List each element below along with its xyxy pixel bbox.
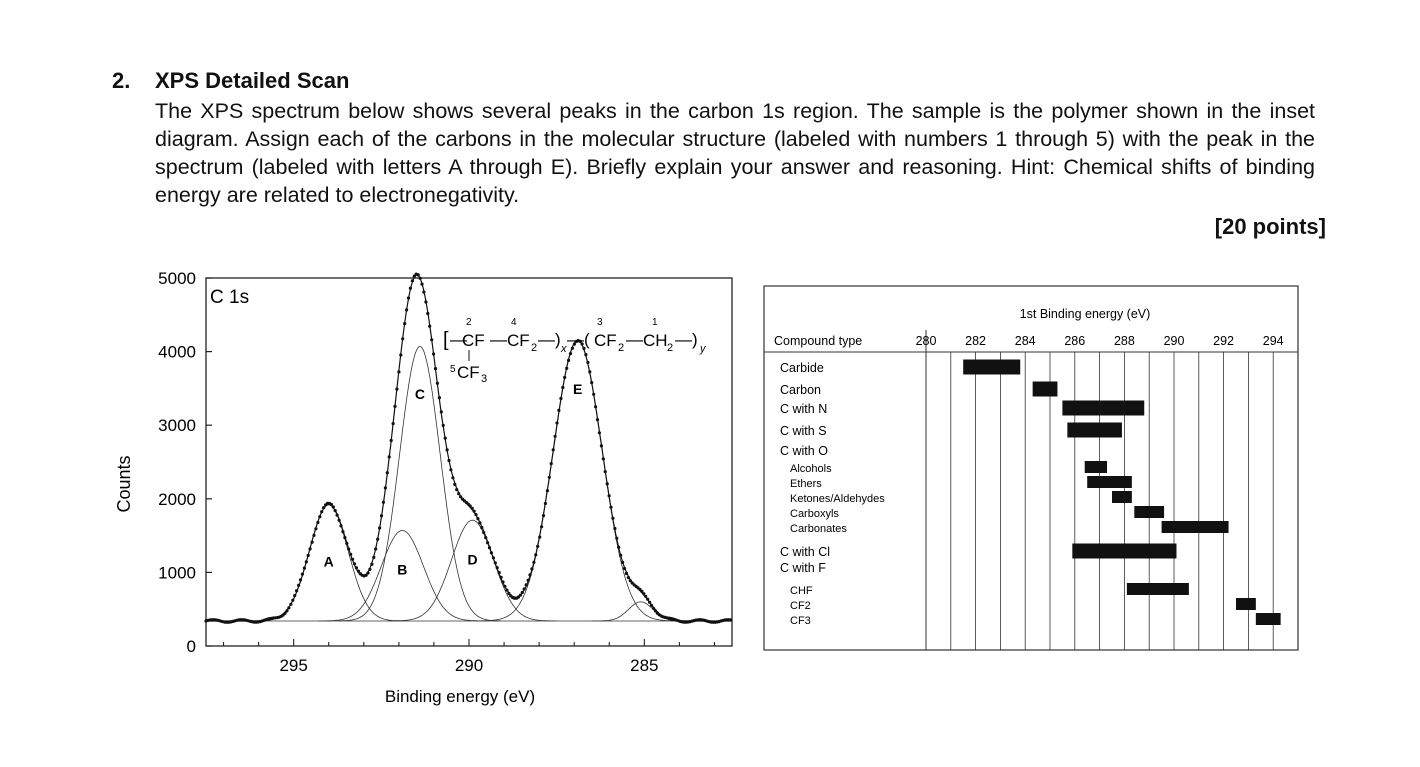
xps-data-point <box>644 595 647 598</box>
table-range-bar <box>1162 521 1229 533</box>
structure-number-5: 5 <box>450 364 456 375</box>
svg-text:—: — <box>450 330 467 349</box>
table-range-bar <box>1112 491 1132 503</box>
xps-xtick-label: 285 <box>630 656 659 675</box>
xps-data-point <box>417 273 420 276</box>
table-row-label: CF2 <box>790 600 811 612</box>
table-range-bar <box>1256 613 1281 625</box>
xps-data-point <box>611 517 614 520</box>
table-range-bar <box>963 360 1020 375</box>
xps-data-point <box>380 514 383 517</box>
xps-data-point <box>525 583 528 586</box>
xps-data-point <box>289 603 292 606</box>
structure-segment-4: CH <box>643 331 668 350</box>
xps-data-point <box>392 422 395 425</box>
xps-data-point <box>444 437 447 440</box>
table-row-label: Carbonates <box>790 523 847 535</box>
xps-data-point <box>613 527 616 530</box>
xps-data-point <box>488 546 491 549</box>
xps-data-point <box>596 418 599 421</box>
structure-segment-1: CF <box>462 331 485 350</box>
xps-data-point <box>322 506 325 509</box>
xps-data-point <box>309 547 312 550</box>
structure-segment-2: CF <box>507 331 530 350</box>
xps-data-point <box>478 521 481 524</box>
xps-ytick-label: 5000 <box>158 269 196 288</box>
xps-data-point <box>405 308 408 311</box>
xps-data-point <box>609 506 612 509</box>
xps-data-point <box>482 531 485 534</box>
table-range-bar <box>1033 382 1058 397</box>
xps-data-point <box>646 598 649 601</box>
xps-data-point <box>384 486 387 489</box>
xps-data-point <box>397 370 400 373</box>
xps-data-point <box>606 482 609 485</box>
xps-xtick-label: 295 <box>279 656 308 675</box>
xps-data-point <box>567 359 570 362</box>
xps-data-point <box>434 367 437 370</box>
xps-data-point <box>374 547 377 550</box>
xps-data-point <box>370 563 373 566</box>
table-row-label: C with N <box>780 402 828 416</box>
xps-xlabel: Binding energy (eV) <box>384 687 536 706</box>
xps-data-point <box>332 505 335 508</box>
structure-sub-y: y <box>700 343 706 355</box>
xps-data-point <box>432 352 435 355</box>
xps-data-point <box>480 526 483 529</box>
xps-data-point <box>586 361 589 364</box>
xps-data-point <box>492 556 495 559</box>
xps-data-point <box>312 534 315 537</box>
xps-data-point <box>422 291 425 294</box>
xps-data-point <box>590 381 593 384</box>
xps-data-point <box>390 439 393 442</box>
table-range-bar <box>1134 506 1164 518</box>
xps-data-point <box>496 566 499 569</box>
xps-data-point <box>386 471 389 474</box>
xps-data-point <box>366 571 369 574</box>
table-xtick-label: 290 <box>1163 334 1185 348</box>
structure-number-4: 4 <box>511 317 517 328</box>
xps-data-point <box>559 397 562 400</box>
xps-data-point <box>436 382 439 385</box>
xps-data-point <box>457 492 460 495</box>
xps-data-point <box>355 566 358 569</box>
xps-data-point <box>301 573 304 576</box>
table-xtick-label: 294 <box>1262 334 1284 348</box>
table-row-label: C with F <box>780 561 826 575</box>
xps-data-point <box>341 530 344 533</box>
xps-data-point <box>604 470 607 473</box>
xps-data-point <box>552 448 555 451</box>
table-row-label: Alcohols <box>790 463 832 475</box>
table-range-bar <box>1067 423 1122 438</box>
xps-data-point <box>399 353 402 356</box>
xps-data-point <box>592 393 595 396</box>
xps-data-point <box>594 405 597 408</box>
table-title: 1st Binding energy (eV) <box>1019 307 1151 321</box>
xps-ytick-label: 3000 <box>158 416 196 436</box>
svg-text:—): —) <box>675 330 698 349</box>
xps-data-point <box>534 553 537 556</box>
structure-sub-2c: 2 <box>667 342 674 354</box>
xps-data-point <box>627 576 630 579</box>
xps-data-point <box>407 296 410 299</box>
table-xtick-label: 282 <box>965 334 987 348</box>
xps-data-point <box>357 570 360 573</box>
xps-data-point <box>588 370 591 373</box>
table-xtick-label: 286 <box>1064 334 1086 348</box>
xps-data-point <box>602 457 605 460</box>
xps-data-point <box>426 312 429 315</box>
xps-data-point <box>519 594 522 597</box>
xps-data-point <box>565 367 568 370</box>
xps-data-point <box>501 580 504 583</box>
xps-ytick-label: 2000 <box>158 489 196 509</box>
xps-data-point <box>540 525 543 528</box>
xps-data-point <box>343 536 346 539</box>
xps-data-point <box>623 567 626 570</box>
xps-data-point <box>297 584 300 587</box>
table-row-label: CHF <box>790 585 813 597</box>
xps-data-point <box>368 568 371 571</box>
xps-data-point <box>494 561 497 564</box>
table-row-label: Ketones/Aldehydes <box>790 493 885 505</box>
table-row-label: Ethers <box>790 478 822 490</box>
xps-data-point <box>338 519 341 522</box>
question-number: 2. <box>112 68 131 93</box>
table-row-label: CF3 <box>790 615 811 627</box>
xps-data-point <box>438 396 441 399</box>
xps-data-point <box>336 514 339 517</box>
xps-data-point <box>619 554 622 557</box>
xps-data-point <box>505 589 508 592</box>
xps-data-point <box>546 489 549 492</box>
xps-data-point <box>430 338 433 341</box>
table-row-label: C with O <box>780 444 828 458</box>
xps-data-point <box>621 561 624 564</box>
xps-data-point <box>554 435 557 438</box>
xps-data-point <box>503 585 506 588</box>
xps-data-point <box>295 589 298 592</box>
xps-data-point <box>411 279 414 282</box>
table-range-bar <box>1236 598 1256 610</box>
xps-data-point <box>500 576 503 579</box>
xps-data-point <box>498 571 501 574</box>
xps-data-point <box>440 410 443 413</box>
xps-spectrum-chart <box>100 268 750 718</box>
xps-title: C 1s <box>210 287 250 308</box>
xps-data-point <box>378 526 381 529</box>
structure-number-2: 2 <box>466 317 472 328</box>
xps-data-point <box>642 592 645 595</box>
xps-data-point <box>316 521 319 524</box>
xps-data-point <box>530 567 533 570</box>
xps-data-point <box>532 561 535 564</box>
xps-data-point <box>442 424 445 427</box>
xps-peak-label-B: B <box>397 561 408 578</box>
structure-sub-2a: 2 <box>531 342 538 354</box>
table-range-bar <box>1127 583 1189 595</box>
xps-data-point <box>563 376 566 379</box>
svg-text:—: — <box>626 330 643 349</box>
xps-ylabel: Counts <box>114 455 134 513</box>
xps-data-point <box>347 547 350 550</box>
xps-data-point <box>486 541 489 544</box>
xps-xtick-label: 290 <box>454 656 484 675</box>
xps-data-point <box>349 553 352 556</box>
xps-data-point <box>303 567 306 570</box>
xps-data-point <box>557 409 560 412</box>
xps-data-point <box>625 572 628 575</box>
xps-ytick-label: 1000 <box>158 563 196 583</box>
xps-data-point <box>476 517 479 520</box>
xps-data-point <box>353 562 356 565</box>
xps-data-point <box>334 509 337 512</box>
xps-data-point <box>446 448 449 451</box>
xps-data-point <box>376 538 379 541</box>
table-row-label: Carbon <box>780 383 821 397</box>
xps-data-point <box>299 578 302 581</box>
xps-peak-label-E: E <box>573 381 583 398</box>
xps-data-point <box>615 537 618 540</box>
xps-data-point <box>409 287 412 290</box>
xps-data-point <box>291 599 294 602</box>
polymer-structure-inset <box>443 317 707 385</box>
table-row-header: Compound type <box>774 334 863 348</box>
xps-data-point <box>372 556 375 559</box>
xps-data-point <box>285 609 288 612</box>
svg-text:—: — <box>490 330 507 349</box>
xps-data-point <box>424 300 427 303</box>
xps-data-point <box>455 488 458 491</box>
table-rows <box>780 360 1281 628</box>
table-row-label: Carboxyls <box>790 508 839 520</box>
table-range-bar <box>1085 461 1107 473</box>
xps-data-point <box>528 573 531 576</box>
xps-data-point <box>538 536 541 539</box>
structure-side-group: CF <box>457 363 480 382</box>
xps-data-point <box>447 459 450 462</box>
xps-data-point <box>287 606 290 609</box>
xps-data-point <box>451 476 454 479</box>
xps-ytick-label: 0 <box>186 637 196 656</box>
table-xtick-label: 288 <box>1113 334 1135 348</box>
svg-text:[: [ <box>443 329 449 351</box>
xps-data-point <box>555 421 558 424</box>
xps-data-point <box>608 494 611 497</box>
xps-data-point <box>382 501 385 504</box>
table-row-label: C with Cl <box>780 545 831 559</box>
xps-data-point <box>311 541 314 544</box>
svg-text:—(: —( <box>567 330 590 349</box>
xps-data-point <box>598 431 601 434</box>
structure-number-1: 1 <box>652 317 658 328</box>
xps-data-point <box>293 594 296 597</box>
table-range-bar <box>1062 401 1144 416</box>
structure-side-sub: 3 <box>481 373 488 385</box>
table-range-bar <box>1072 544 1176 559</box>
xps-data-point <box>449 468 452 471</box>
xps-data-point <box>484 536 487 539</box>
xps-data-point <box>403 322 406 325</box>
xps-peak-label-C: C <box>414 386 425 403</box>
table-row-label: C with S <box>780 424 827 438</box>
xps-data-point <box>351 558 354 561</box>
xps-data-point <box>650 604 653 607</box>
structure-sub-x: x <box>561 343 567 355</box>
xps-data-point <box>307 554 310 557</box>
xps-data-point <box>453 483 456 486</box>
xps-data-point <box>548 476 551 479</box>
xps-data-point <box>542 514 545 517</box>
xps-data-point <box>527 579 530 582</box>
xps-data-point <box>617 546 620 549</box>
structure-segment-3: CF <box>594 331 617 350</box>
xps-data-point <box>393 405 396 408</box>
table-grid <box>916 330 1284 650</box>
xps-data-point <box>536 545 539 548</box>
table-xtick-label: 284 <box>1014 334 1036 348</box>
xps-data-point <box>318 515 321 518</box>
xps-data-point <box>305 560 308 563</box>
xps-data-point <box>339 524 342 527</box>
xps-data-point <box>420 283 423 286</box>
xps-data-point <box>544 502 547 505</box>
xps-data-point <box>401 337 404 340</box>
table-range-bar <box>1087 476 1132 488</box>
question-title: XPS Detailed Scan <box>155 68 350 93</box>
table-xtick-label: 292 <box>1213 334 1235 348</box>
xps-data-point <box>428 325 431 328</box>
xps-data-point <box>490 551 493 554</box>
table-xtick-label: 280 <box>915 334 937 348</box>
xps-data-point <box>561 386 564 389</box>
xps-data-point <box>729 618 732 621</box>
xps-data-point <box>473 510 476 513</box>
table-row-label: Carbide <box>780 361 824 375</box>
xps-data-point <box>648 601 651 604</box>
xps-ytick-label: 4000 <box>158 342 196 362</box>
question-body: The XPS spectrum below shows several peaks in the carbon 1s region. The sample is the polymer shown in the inset diagram. Assign each of the carbons in the molecular structure (labeled with numbers 1 through 5) with the peak in the spectrum (labeled with letters A through E). Briefly explain your answer and reasoning. Hint: Chemical shifts of binding energy are related to electronegativity. <box>155 99 1315 207</box>
xps-data-point <box>388 455 391 458</box>
svg-text:—): —) <box>538 330 561 349</box>
binding-energy-table <box>760 282 1305 657</box>
xps-data-point <box>419 277 422 280</box>
xps-data-point <box>395 388 398 391</box>
xps-data-point <box>320 510 323 513</box>
structure-sub-2b: 2 <box>618 342 625 354</box>
xps-data-point <box>550 462 553 465</box>
question-points: [20 points] <box>1214 214 1326 239</box>
structure-number-3: 3 <box>597 317 603 328</box>
xps-data-point <box>584 353 587 356</box>
xps-data-point <box>474 513 477 516</box>
xps-data-point <box>471 507 474 510</box>
xps-data-point <box>523 587 526 590</box>
xps-data-point <box>652 607 655 610</box>
xps-data-point <box>569 352 572 355</box>
xps-data-point <box>345 542 348 545</box>
xps-data-point <box>600 444 603 447</box>
xps-peak-label-D: D <box>467 551 478 568</box>
xps-data-point <box>314 527 317 530</box>
xps-data-point <box>521 591 524 594</box>
xps-peak-label-A: A <box>323 553 334 570</box>
